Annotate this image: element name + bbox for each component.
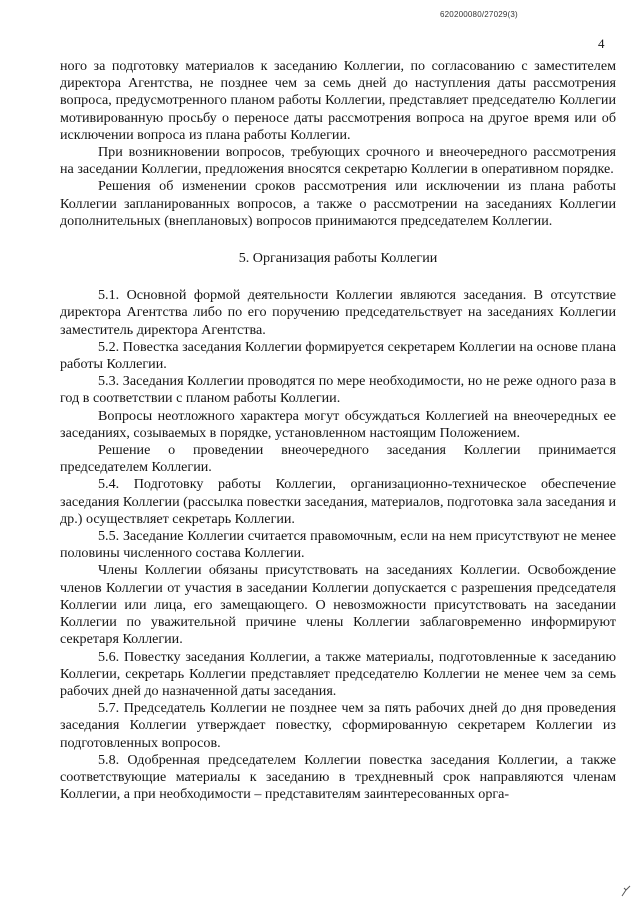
paragraph-5-6: 5.6. Повестку заседания Коллегии, а также материалы, подготовленные к заседанию Коллегии, секретарь Коллегии представляет председателю Коллегии не менее чем за семь рабочих дней до назначенной даты заседания. <box>60 648 616 699</box>
document-body <box>60 58 616 803</box>
paragraph-5-4: 5.4. Подготовку работы Коллегии, организационно-техническое обеспечение заседания Коллегии (рассылка повестки заседания, материалов, подготовка зала заседания и др.) осуществляет секретарь Коллегии. <box>60 476 616 527</box>
paragraph-5-1: 5.1. Основной формой деятельности Коллегии являются заседания. В отсутствие директора Агентства либо по его поручению председательствует на заседаниях Коллегии заместитель директора Агентства. <box>60 287 616 338</box>
paragraph-5-2: 5.2. Повестка заседания Коллегии формируется секретарем Коллегии на основе плана работы Коллегии. <box>60 338 616 373</box>
page-number: 4 <box>598 36 605 51</box>
paragraph-continuation: ного за подготовку материалов к заседанию Коллегии, по согласованию с заместителем директора Агентства, не позднее чем за семь дней до наступления даты рассмотрения вопроса, предусмотренного планом работы Коллегии, представляет председателю Коллегии мотивированную просьбу о переносе даты рассмотрения вопроса на другое время или об исключении вопроса из плана работы Коллегии. <box>60 58 616 143</box>
document-id: 620200080/27029(3) <box>440 10 518 19</box>
section-heading: 5. Организация работы Коллегии <box>238 250 438 267</box>
paragraph-5-3: 5.3. Заседания Коллегии проводятся по мере необходимости, но не реже одного раза в год в соответствии с планом работы Коллегии. <box>60 373 616 407</box>
paragraph-5-8: 5.8. Одобренная председателем Коллегии повестка заседания Коллегии, а также соответствующие материалы к заседанию в трехдневный срок направляются членам Коллегии, а при необходимости – представителям заинтересованных орга- <box>60 751 616 803</box>
scan-mark-icon <box>620 884 632 898</box>
paragraph-schedule-changes: Решения об изменении сроков рассмотрения или исключении из плана работы Коллегии запланированных вопросов, а также о рассмотрении на заседаниях Коллегии дополнительных (внеплановых) вопросов принимаются председателем Коллегии. <box>60 178 616 229</box>
paragraph-5-7: 5.7. Председатель Коллегии не позднее чем за пять рабочих дней до дня проведения заседания Коллегии утверждает повестку, сформированную секретарем Коллегии из подготовленных вопросов. <box>60 700 616 751</box>
paragraph-urgent-issues: При возникновении вопросов, требующих срочного и внеочередного рассмотрения на заседании Коллегии, предложения вносятся секретарю Коллегии в оперативном порядке. <box>60 144 616 178</box>
paragraph-urgent-meetings: Вопросы неотложного характера могут обсуждаться Коллегией на внеочередных ее заседаниях, созываемых в порядке, установленном настоящим Положением. <box>60 407 616 441</box>
paragraph-members-attendance: Члены Коллегии обязаны присутствовать на заседаниях Коллегии. Освобождение членов Коллегии от участия в заседании Коллегии допускается с разрешения председателя Коллегии или лица, его замещающего. О невозможности присутствовать на заседании Коллегии по уважительной причине члены Коллегии заблаговременно информируют секретаря Коллегии. <box>60 562 616 648</box>
paragraph-5-5: 5.5. Заседание Коллегии считается правомочным, если на нем присутствуют не менее половины численного состава Коллегии. <box>60 528 616 562</box>
paragraph-extraordinary-decision: Решение о проведении внеочередного заседания Коллегии принимается председателем Коллегии. <box>60 442 616 476</box>
